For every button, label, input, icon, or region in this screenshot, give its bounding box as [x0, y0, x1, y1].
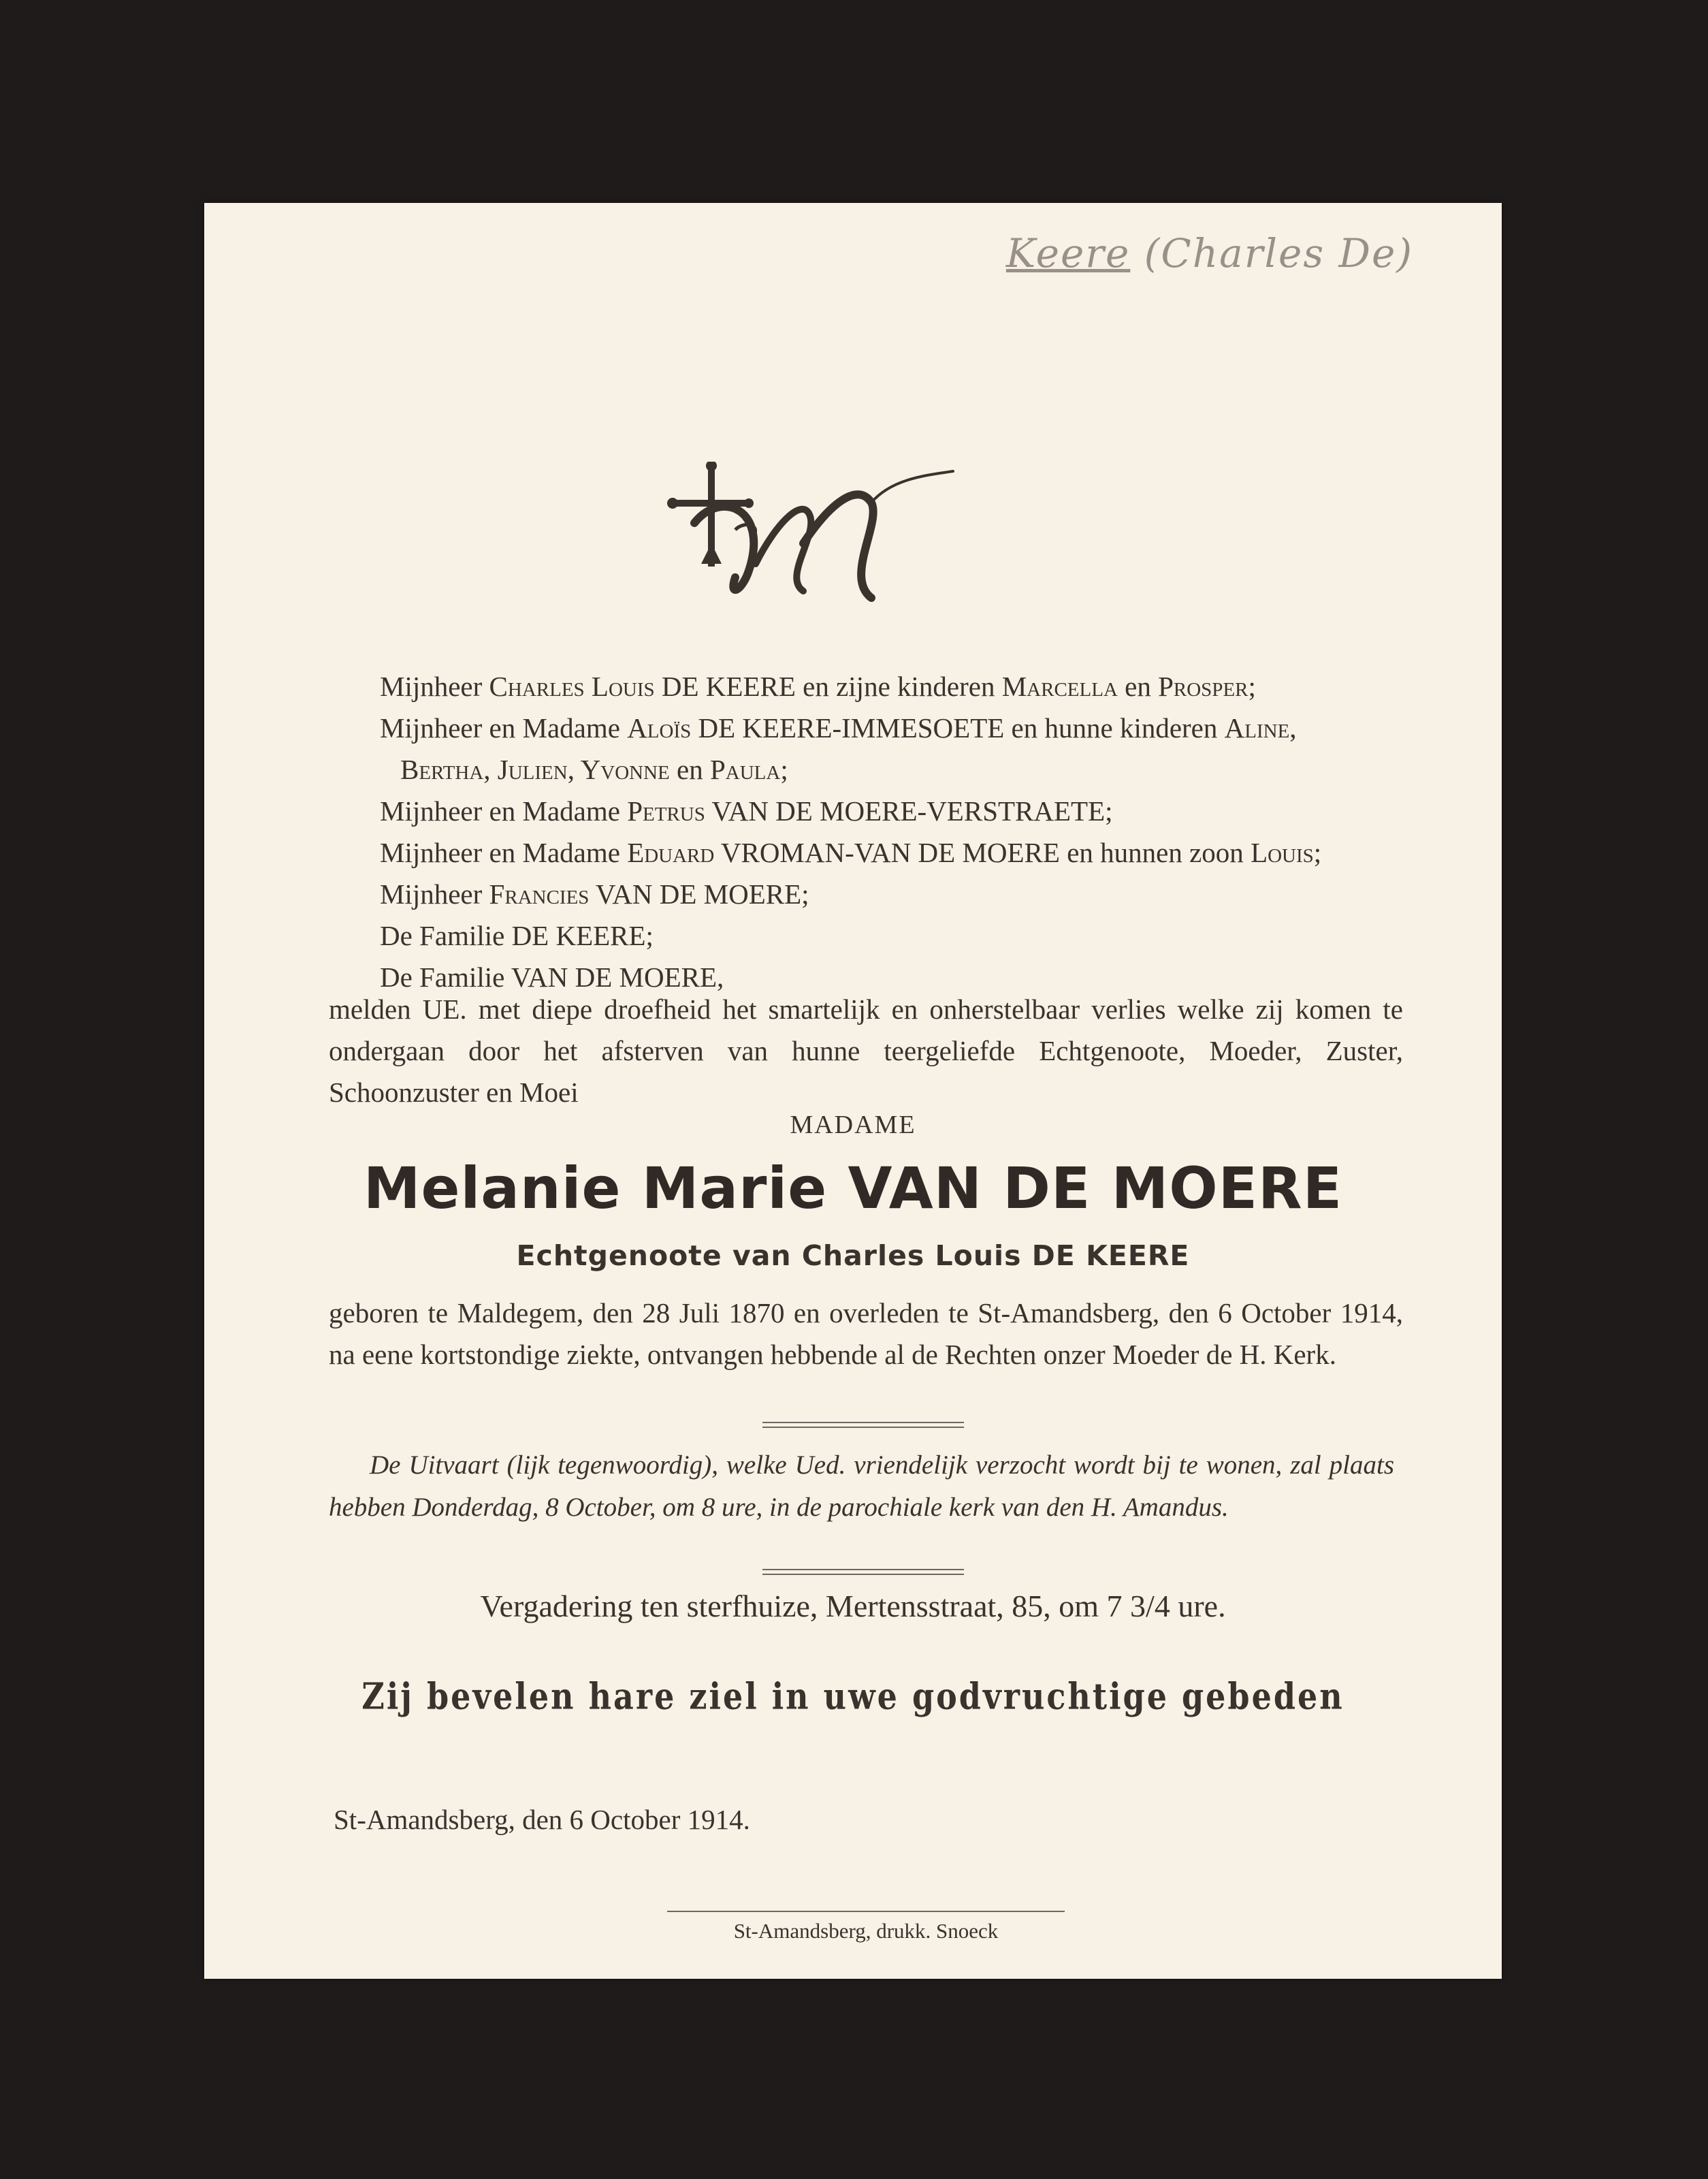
- family-text: en: [669, 754, 710, 785]
- family-text: DE KEERE en zijne kinderen: [654, 671, 1002, 702]
- family-text: De Familie DE KEERE;: [380, 920, 654, 951]
- family-given-name: Charles Louis: [489, 671, 655, 702]
- deceased-name: Melanie Marie VAN DE MOERE: [363, 1155, 1343, 1222]
- printer-imprint: St-Amandsberg, drukk. Snoeck: [733, 1919, 999, 1943]
- printer-rule: [667, 1911, 1065, 1912]
- family-text: Mijnheer: [380, 878, 489, 910]
- family-line: [380, 915, 1321, 957]
- handwritten-given-name: (Charles De): [1130, 230, 1413, 276]
- family-given-name: Petrus: [627, 795, 705, 827]
- birth-death-text: geboren te Maldegem, den 28 Juli 1870 en overleden te St-Amandsberg, den 6 October 1914, na eene kortstondige ziekte, ontvangen hebbende al de Rechten onzer Moeder de H. Kerk.: [329, 1297, 1403, 1370]
- title-prefix: MADAME: [790, 1111, 916, 1139]
- family-given-name: Paula: [709, 754, 781, 785]
- family-given-name: Aline: [1224, 712, 1290, 744]
- family-text: Mijnheer: [380, 671, 489, 702]
- family-given-name: Marcella: [1001, 671, 1118, 702]
- spouse-line: Echtgenoote van Charles Louis DE KEERE: [516, 1239, 1190, 1272]
- cross-m-monogram-icon: [667, 462, 967, 618]
- meeting-text: Vergadering ten sterfhuize, Mertensstraat, 85, om 7 3/4 ure.: [480, 1589, 1226, 1623]
- family-text: Mijnheer en Madame: [380, 712, 628, 744]
- family-given-name: Louis: [1251, 837, 1314, 868]
- funeral-text: De Uitvaart (lijk tegenwoordig), welke Ued. vriendelijk verzocht wordt bij te wonen, zal plaats hebben Donderdag, 8 October, om 8 ure, in de parochiale kerk van den H. Amandus.: [329, 1450, 1394, 1522]
- family-text: ,: [1289, 712, 1297, 744]
- family-text: VAN DE MOERE;: [589, 878, 809, 910]
- mourning-card: [204, 203, 1502, 1979]
- family-text: VROMAN-VAN DE MOERE en hunnen zoon: [714, 837, 1251, 868]
- handwritten-surname: Keere: [1005, 230, 1131, 276]
- prayer-text: Zij bevelen hare ziel in uwe godvruchtige gebeden: [361, 1674, 1344, 1718]
- family-line: [380, 832, 1321, 874]
- family-text: DE KEERE-IMMESOETE en hunne kinderen: [691, 712, 1225, 744]
- family-given-name: Aloïs: [627, 712, 692, 744]
- divider: [762, 1422, 964, 1428]
- family-given-name: Bertha, Julien, Yvonne: [400, 754, 670, 785]
- family-text: De Familie VAN DE MOERE,: [380, 961, 724, 993]
- family-text: VAN DE MOERE-VERSTRAETE;: [705, 795, 1113, 827]
- family-text: ;: [1313, 837, 1322, 868]
- family-text: en: [1117, 671, 1159, 702]
- family-list: [380, 666, 1321, 998]
- family-given-name: Francies: [489, 878, 590, 910]
- family-text: Mijnheer en Madame: [380, 837, 628, 868]
- divider: [762, 1569, 964, 1575]
- family-line: [380, 791, 1321, 832]
- family-line: [380, 749, 1321, 791]
- family-given-name: Eduard: [627, 837, 715, 868]
- family-line: [380, 874, 1321, 915]
- announcement-text: melden UE. met diepe droefheid het smartelijk en onherstelbaar verlies welke zij komen te ondergaan door het afsterven van hunne teergeliefde Echtgenoote, Moeder, Zuster, Schoonzuster en Moei: [329, 993, 1403, 1108]
- handwritten-note: [1006, 230, 1413, 276]
- family-text: ;: [780, 754, 788, 785]
- family-line: [380, 666, 1321, 707]
- family-text: Mijnheer en Madame: [380, 795, 628, 827]
- family-line: [380, 707, 1321, 749]
- place-date: St-Amandsberg, den 6 October 1914.: [334, 1804, 750, 1835]
- family-given-name: Prosper: [1158, 671, 1248, 702]
- family-text: ;: [1248, 671, 1256, 702]
